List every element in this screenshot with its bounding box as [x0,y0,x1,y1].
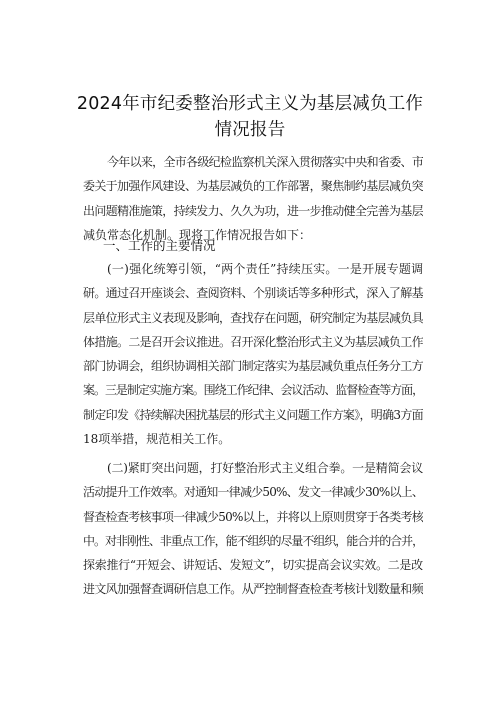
paragraph-coordination [83,257,423,451]
intro-paragraph [83,150,423,247]
text-line: (二)紧盯突出问题，打好整治形式主义组合拳。一是精简会议 [107,461,423,475]
text-line: 督查检查考核事项一律减少50%以上，并将以上原则贯穿于各类考核 [83,509,423,524]
text-line: 中。对非刚性、非重点工作，能不组织的尽量不组织，能合并的合并， [83,533,423,548]
text-line: 活动提升工作效率。对通知一律减少50%、发文一律减少30%以上、 [83,485,423,500]
document-title-line-2: 情况报告 [214,120,286,140]
paragraph-problems [83,456,423,602]
text-line: (一)强化统筹引领，“两个责任”持续压实。一是开展专题调 [107,262,423,276]
text-line: 层单位形式主义表现及影响，查找存在问题，研究制定为基层减负具 [83,310,423,325]
text-line: 进文风加强督查调研信息工作。从严控制督查检查考核计划数量和频 [83,582,423,597]
text-line: 体措施。二是召开会议推进。召开深化整治形式主义为基层减负工作 [83,334,423,349]
text-line: 部门协调会，组织协调相关部门制定落实为基层减负重点任务分工方 [83,359,423,374]
document-title-line-1: 2024年市纪委整治形式主义为基层减负工作 [76,94,424,114]
text-line: 研。通过召开座谈会、查阅资料、个别谈话等多种形式，深入了解基 [83,286,423,301]
section-heading-main-work: 一、工作的主要情况 [103,238,216,253]
text-line: 18项举措，规范相关工作。 [83,432,231,447]
text-line: 制定印发《持续解决困扰基层的形式主义问题工作方案》，明确3方面 [83,407,423,422]
text-line: 探索推行“开短会、讲短话、发短文”，切实提高会议实效。二是改 [83,558,423,573]
text-line: 今年以来，全市各级纪检监察机关深入贯彻落实中央和省委、市 [107,155,423,169]
text-line: 委关于加强作风建设、为基层减负的工作部署，聚焦制约基层减负突 [83,179,423,194]
text-line: 出问题精准施策，持续发力、久久为功，进一步推动健全完善为基层 [83,203,423,218]
text-line: 减负常态化机制。现将工作情况报告如下： [83,227,312,242]
text-line: 案。三是制定实施方案。围绕工作纪律、会议活动、监督检查等方面， [83,383,423,398]
